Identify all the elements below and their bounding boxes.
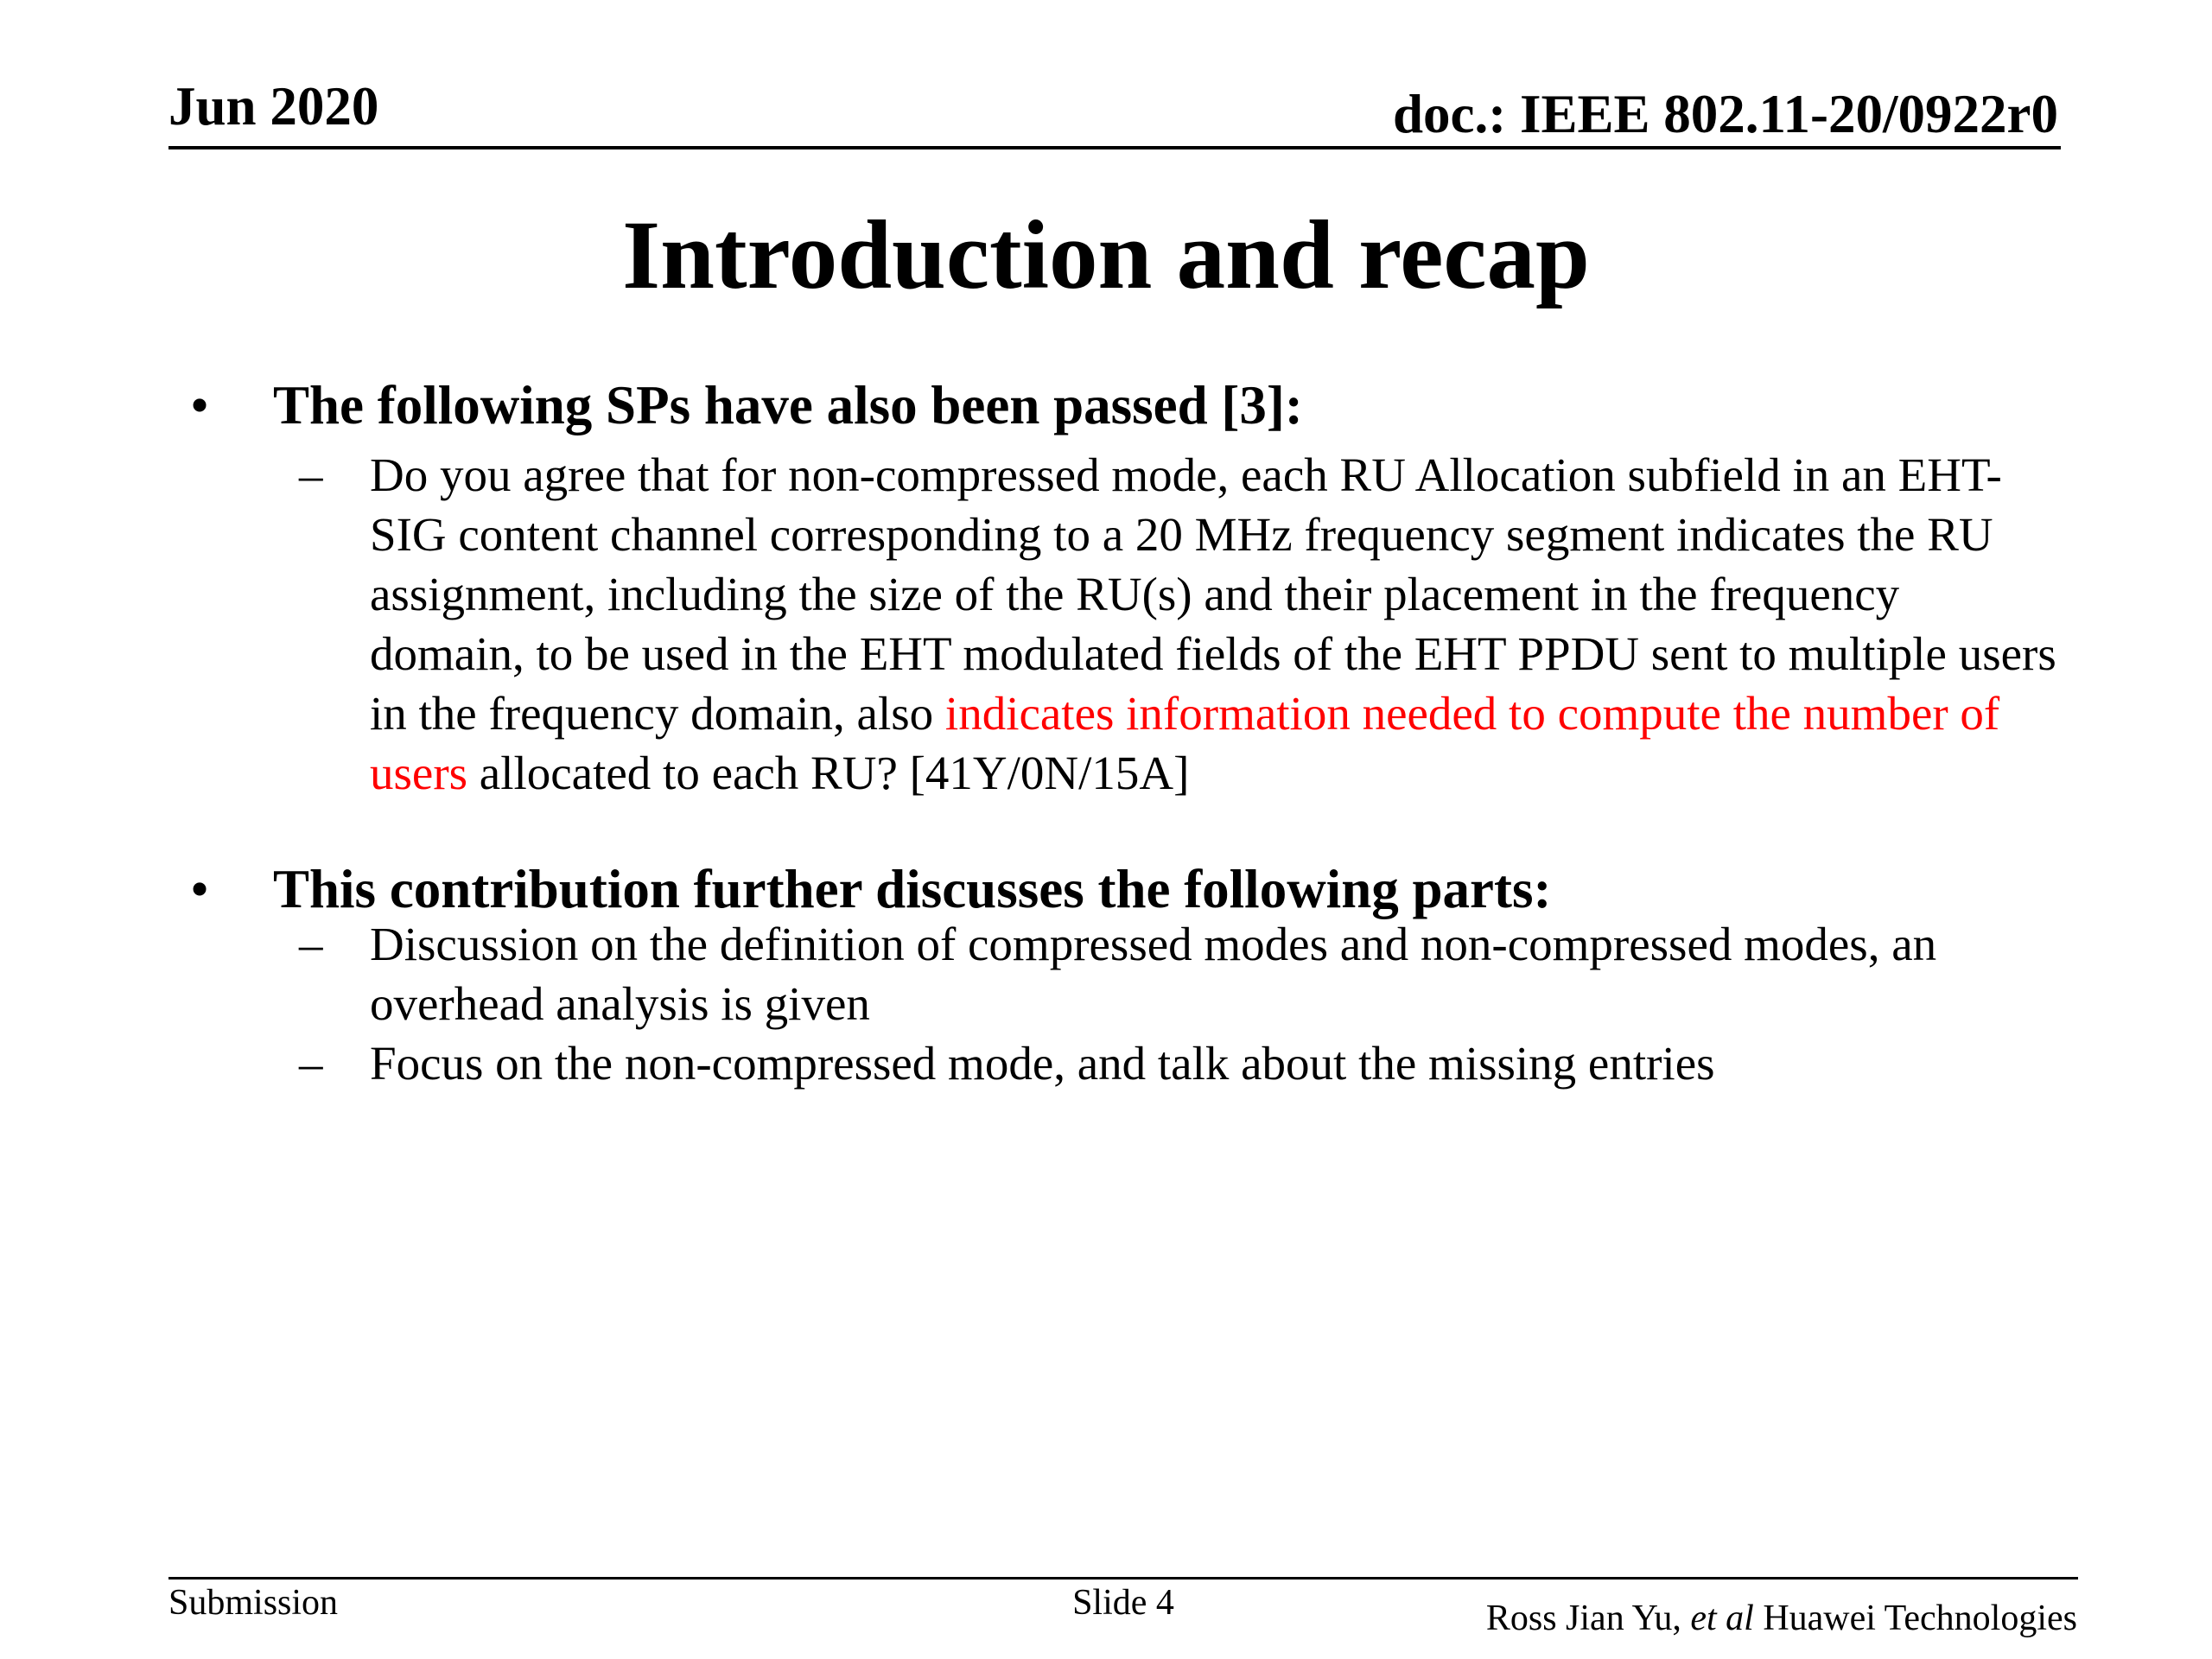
header-doc-number: doc.: IEEE 802.11-20/0922r0 bbox=[1392, 84, 2058, 144]
slide-title: Introduction and recap bbox=[622, 201, 1590, 309]
sp-question-highlight: indicates information needed to compute the number of users bbox=[370, 687, 2000, 799]
sp-question-text: Do you agree that for non-compressed mode, each RU Allocation subfield in an EHT-SIG content channel corresponding to a 20 MHz frequency segment indicates the RU assignment, including the size of the RU(s) and their placement in the frequency domain, to be used in the EHT modulated fields of the EHT PPDU sent to multiple users in the frequency domain, also bbox=[370, 448, 2056, 740]
sp-question-result: allocated to each RU? [41Y/0N/15A] bbox=[467, 747, 1190, 799]
footer-submission: Submission bbox=[168, 1583, 339, 1623]
sub-bullet-focus: – Focus on the non-compressed mode, and talk about the missing entries bbox=[370, 1033, 2063, 1093]
header-divider bbox=[168, 146, 2061, 149]
footer-slide-number: Slide 4 bbox=[1072, 1583, 1174, 1623]
bullet-contribution-parts: • This contribution further discusses the following parts: bbox=[273, 857, 1551, 923]
bullet-sps-passed: • The following SPs have also been passed [3]: bbox=[273, 373, 1303, 439]
header-date: Jun 2020 bbox=[168, 76, 379, 137]
footer-author-name: Ross Jian Yu, bbox=[1485, 1599, 1691, 1638]
footer-divider bbox=[168, 1577, 2078, 1580]
sub-bullet-discussion: – Discussion on the definition of compressed modes and non-compressed modes, an overhead analysis is given bbox=[370, 914, 2063, 1033]
footer-author bbox=[1486, 1597, 2077, 1640]
sub-bullet-sp-question bbox=[370, 445, 2063, 803]
footer-author-etal: et al bbox=[1690, 1599, 1754, 1638]
footer-affiliation: Huawei Technologies bbox=[1753, 1599, 2077, 1638]
